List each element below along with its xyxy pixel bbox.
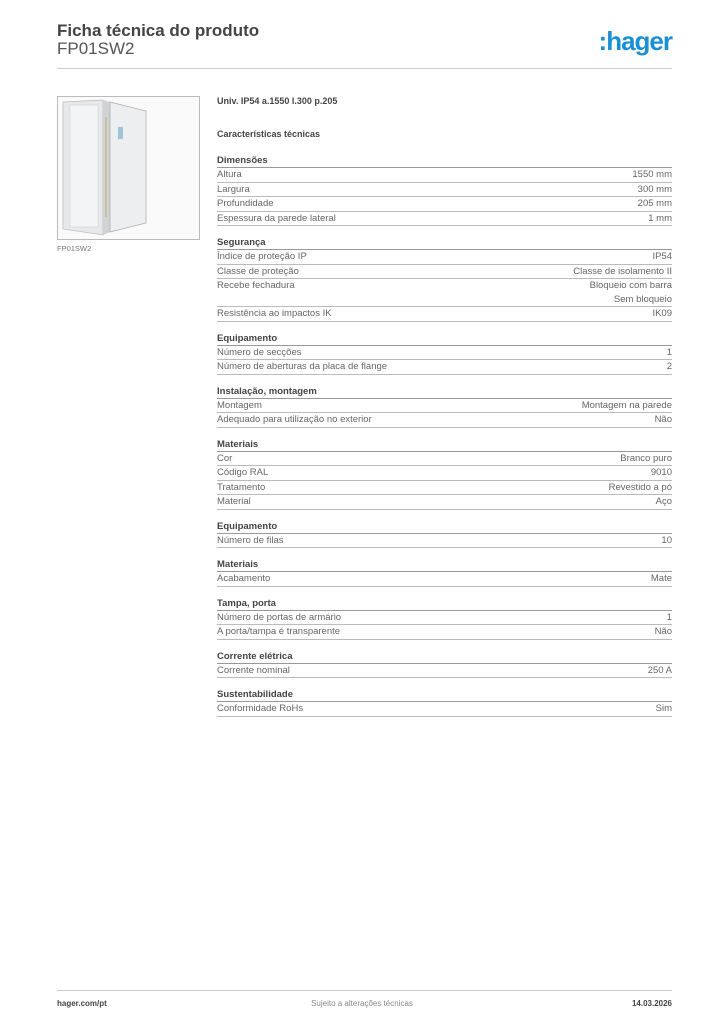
spec-label: Material bbox=[217, 496, 251, 507]
spec-row bbox=[217, 250, 672, 265]
spec-section bbox=[217, 650, 672, 679]
characteristics-title: Características técnicas bbox=[217, 129, 321, 139]
spec-row bbox=[217, 413, 672, 428]
spec-label: Número de aberturas da placa de flange bbox=[217, 361, 388, 372]
spec-section bbox=[217, 520, 672, 549]
spec-row bbox=[217, 265, 672, 280]
spec-row bbox=[217, 572, 672, 587]
spec-section bbox=[217, 597, 672, 640]
spec-row bbox=[217, 307, 672, 322]
spec-label: Código RAL bbox=[217, 467, 269, 478]
spec-label: Altura bbox=[217, 169, 242, 180]
spec-value: 9010 bbox=[650, 467, 672, 478]
spec-row bbox=[217, 495, 672, 510]
spec-value: Montagem na parede bbox=[581, 399, 672, 411]
spec-label: Número de portas de armário bbox=[217, 611, 342, 623]
image-caption: FP01SW2 bbox=[57, 244, 92, 253]
spec-value: 1 bbox=[666, 346, 672, 358]
section-heading: Segurança bbox=[217, 236, 672, 250]
spec-label: Montagem bbox=[217, 399, 262, 411]
spec-value: Revestido a pó bbox=[608, 481, 672, 493]
footer-notice: Sujeito a alterações técnicas bbox=[311, 999, 413, 1008]
spec-value: Bloqueio com barra Sem bloqueio bbox=[589, 280, 672, 305]
section-heading: Instalação, montagem bbox=[217, 385, 672, 399]
spec-value: 300 mm bbox=[637, 183, 672, 195]
product-reference: FP01SW2 bbox=[57, 39, 135, 58]
section-heading: Equipamento bbox=[217, 520, 672, 534]
spec-label: Conformidade RoHs bbox=[217, 703, 304, 714]
spec-row bbox=[217, 452, 672, 467]
spec-value: 1 mm bbox=[648, 212, 672, 224]
spec-row bbox=[217, 197, 672, 212]
spec-label: Recebe fechadura bbox=[217, 280, 295, 291]
footer-date: 14.03.2026 bbox=[631, 999, 672, 1008]
spec-label: Índice de proteção IP bbox=[217, 251, 307, 262]
spec-value: Não bbox=[654, 626, 672, 637]
section-heading: Corrente elétrica bbox=[217, 650, 672, 664]
product-name: Univ. IP54 a.1550 l.300 p.205 bbox=[217, 96, 338, 106]
spec-label: Resistência ao impactos IK bbox=[217, 308, 332, 319]
section-heading: Equipamento bbox=[217, 332, 672, 346]
spec-value: 1550 mm bbox=[632, 169, 672, 180]
section-heading: Materiais bbox=[217, 438, 672, 452]
spec-section bbox=[217, 385, 672, 428]
spec-label: Adequado para utilização no exterior bbox=[217, 414, 372, 425]
spec-label: Espessura da parede lateral bbox=[217, 212, 336, 224]
spec-row bbox=[217, 466, 672, 481]
spec-label: Largura bbox=[217, 183, 250, 195]
section-heading: Sustentabilidade bbox=[217, 688, 672, 702]
spec-section bbox=[217, 438, 672, 510]
spec-value: IK09 bbox=[652, 308, 672, 319]
spec-value: 2 bbox=[666, 361, 672, 372]
spec-section bbox=[217, 558, 672, 587]
spec-value: 205 mm bbox=[637, 198, 672, 209]
section-heading: Materiais bbox=[217, 558, 672, 572]
spec-content bbox=[217, 96, 672, 717]
spec-value: Mate bbox=[650, 573, 672, 584]
spec-row bbox=[217, 611, 672, 626]
spec-label: Cor bbox=[217, 452, 233, 464]
spec-row bbox=[217, 481, 672, 496]
footer-website[interactable]: hager.com/pt bbox=[57, 999, 107, 1008]
spec-section bbox=[217, 688, 672, 717]
spec-row bbox=[217, 664, 672, 679]
spec-row bbox=[217, 625, 672, 640]
product-image bbox=[57, 96, 200, 240]
section-heading: Dimensões bbox=[217, 154, 672, 168]
spec-row bbox=[217, 360, 672, 375]
spec-row bbox=[217, 279, 672, 307]
spec-label: Número de filas bbox=[217, 534, 284, 546]
spec-row bbox=[217, 212, 672, 227]
spec-row bbox=[217, 534, 672, 549]
spec-sections bbox=[217, 154, 672, 717]
spec-label: Número de secções bbox=[217, 346, 302, 358]
hager-logo: :hager bbox=[598, 26, 672, 56]
spec-label: Classe de proteção bbox=[217, 265, 299, 277]
section-heading: Tampa, porta bbox=[217, 597, 672, 611]
spec-section bbox=[217, 332, 672, 375]
spec-label: Corrente nominal bbox=[217, 664, 290, 676]
spec-value: Aço bbox=[655, 496, 672, 507]
spec-value: Classe de isolamento II bbox=[573, 265, 672, 277]
spec-section bbox=[217, 236, 672, 322]
spec-value: 10 bbox=[661, 534, 672, 546]
spec-row bbox=[217, 183, 672, 198]
spec-value: IP54 bbox=[652, 251, 672, 262]
spec-label: Acabamento bbox=[217, 573, 271, 584]
spec-value: Sim bbox=[655, 703, 672, 714]
footer-divider bbox=[57, 990, 672, 991]
spec-label: A porta/tampa é transparente bbox=[217, 626, 341, 637]
spec-row bbox=[217, 399, 672, 414]
spec-value: Branco puro bbox=[620, 452, 672, 464]
page-title: Ficha técnica do produto bbox=[57, 21, 260, 40]
spec-section bbox=[217, 154, 672, 226]
spec-row bbox=[217, 702, 672, 717]
spec-row bbox=[217, 346, 672, 361]
spec-row bbox=[217, 168, 672, 183]
spec-value: Não bbox=[654, 414, 672, 425]
spec-value: 1 bbox=[666, 611, 672, 623]
spec-label: Profundidade bbox=[217, 198, 274, 209]
spec-label: Tratamento bbox=[217, 481, 266, 493]
header-divider bbox=[57, 68, 672, 69]
spec-value: 250 A bbox=[647, 664, 672, 676]
